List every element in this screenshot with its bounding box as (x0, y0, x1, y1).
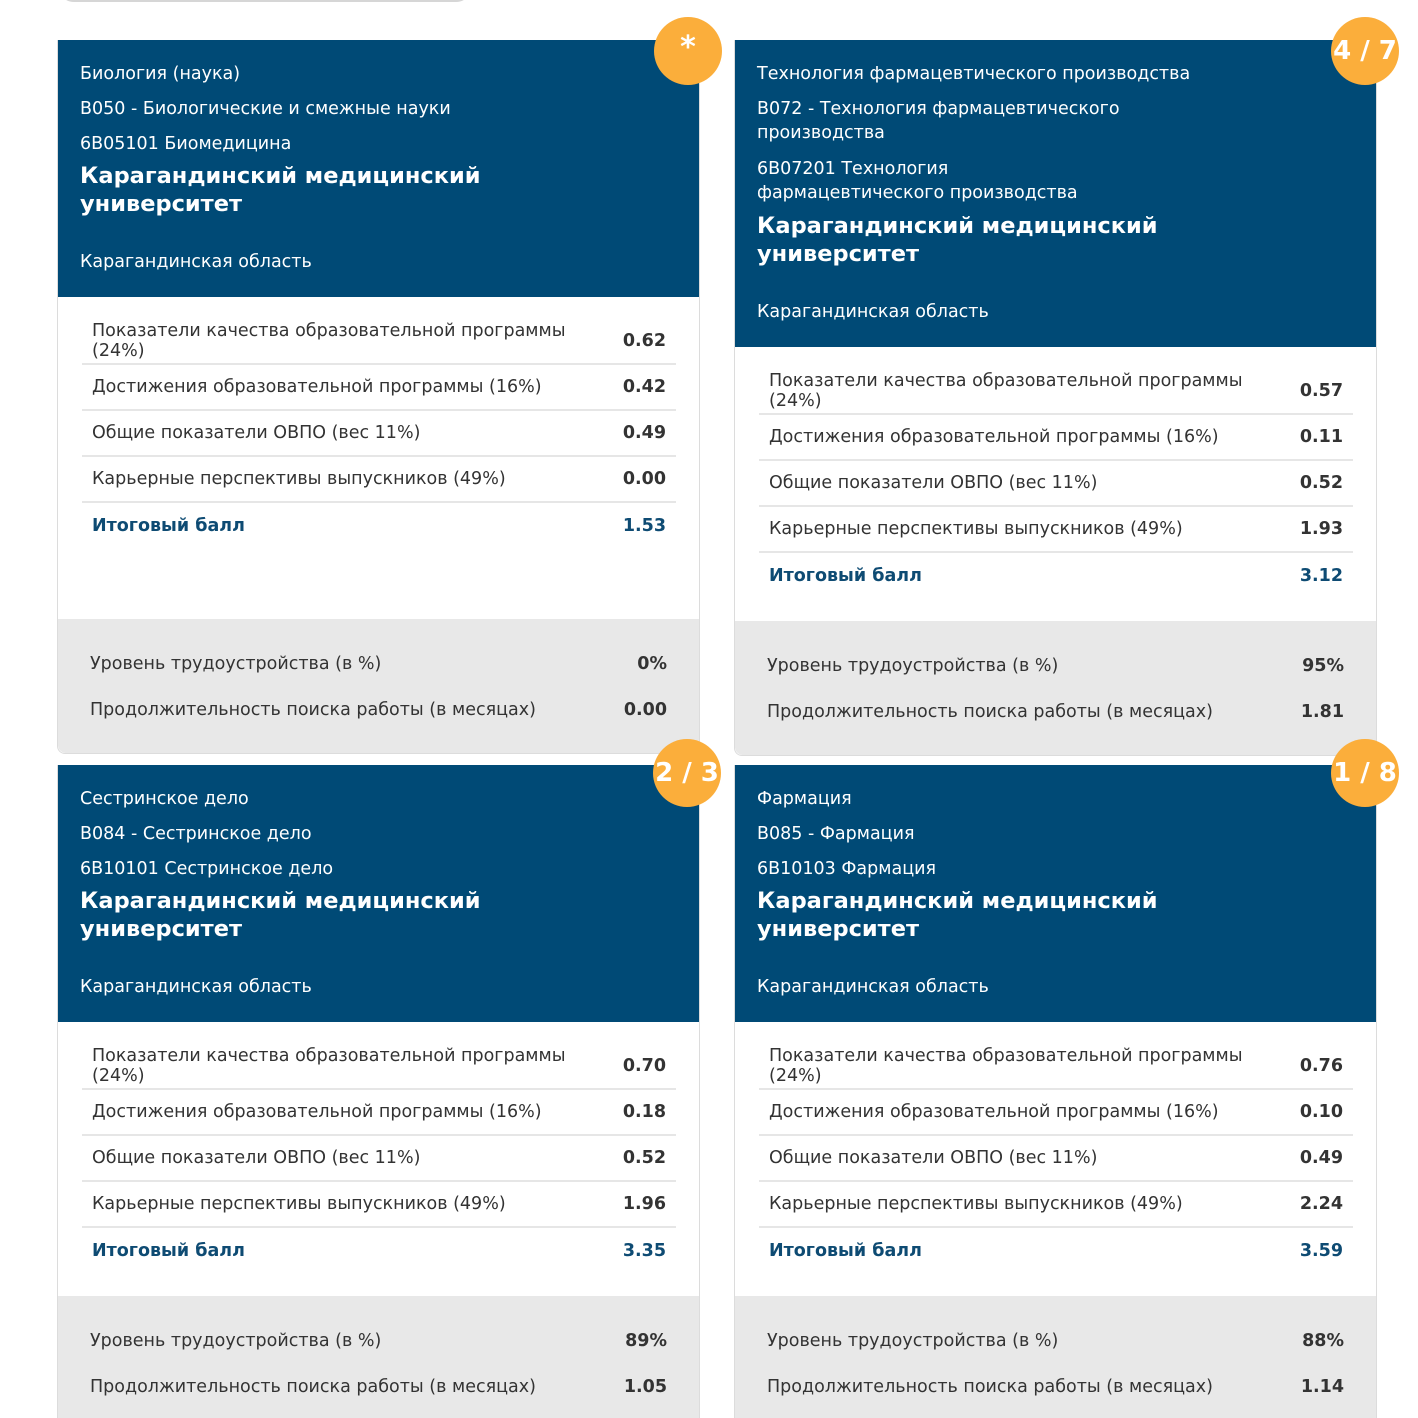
employment-label: Уровень трудоустройства (в %) (90, 654, 382, 674)
program-name: 6B10103 Фармация (757, 859, 937, 879)
rank-badge: 2 / 3 (653, 739, 721, 807)
group-name: B050 - Биологические и смежные науки (80, 99, 451, 119)
score-value: 0.00 (622, 469, 666, 489)
score-value: 0.52 (622, 1148, 666, 1168)
scores-table (58, 297, 699, 619)
score-row (82, 1182, 676, 1228)
score-label: Достижения образовательной программы (16%) (769, 1102, 1219, 1122)
employment-label: Уровень трудоустройства (в %) (767, 656, 1059, 676)
scores-table (735, 1022, 1376, 1296)
total-label: Итоговый балл (92, 516, 245, 536)
score-row (759, 461, 1353, 507)
total-label: Итоговый балл (769, 1241, 922, 1261)
total-value: 3.35 (622, 1241, 666, 1261)
score-value: 0.49 (1299, 1148, 1343, 1168)
rank-badge: 1 / 8 (1331, 739, 1399, 807)
score-label: Достижения образовательной программы (16%) (92, 377, 542, 397)
score-label: Карьерные перспективы выпускников (49%) (769, 1194, 1183, 1214)
employment-row (90, 1318, 667, 1364)
program-card[interactable] (734, 758, 1397, 1418)
employment-row (90, 687, 667, 733)
score-row (82, 1136, 676, 1182)
rank-badge: 4 / 7 (1331, 17, 1399, 85)
score-row (759, 415, 1353, 461)
employment-value: 95% (1302, 656, 1344, 676)
total-score-row (82, 503, 676, 549)
employment-label: Уровень трудоустройства (в %) (767, 1331, 1059, 1351)
score-label: Общие показатели ОВПО (вес 11%) (92, 423, 421, 443)
field-name: Биология (наука) (80, 64, 241, 84)
employment-row (767, 1318, 1344, 1364)
employment-panel (58, 1296, 699, 1418)
score-row (759, 1136, 1353, 1182)
region-name: Карагандинская область (757, 302, 989, 322)
employment-row (767, 1364, 1344, 1410)
employment-label: Продолжительность поиска работы (в месяцах) (767, 1377, 1213, 1397)
score-row (82, 411, 676, 457)
employment-panel (735, 1296, 1376, 1418)
employment-row (767, 689, 1344, 735)
group-name: B085 - Фармация (757, 824, 915, 844)
university-name[interactable]: Карагандинский медицинский университет (757, 888, 1158, 942)
score-value: 0.52 (1299, 473, 1343, 493)
score-label: Достижения образовательной программы (16%) (92, 1102, 542, 1122)
field-name: Сестринское дело (80, 789, 249, 809)
score-label: Карьерные перспективы выпускников (49%) (92, 469, 506, 489)
program-name: 6B07201 Технология фармацевтического производства (757, 159, 1078, 203)
score-value: 0.42 (622, 377, 666, 397)
employment-label: Продолжительность поиска работы (в месяцах) (90, 1377, 536, 1397)
total-score-row (759, 553, 1353, 599)
group-name: B084 - Сестринское дело (80, 824, 312, 844)
employment-label: Уровень трудоустройства (в %) (90, 1331, 382, 1351)
score-row (82, 1044, 676, 1090)
score-row (82, 1090, 676, 1136)
employment-label: Продолжительность поиска работы (в месяцах) (90, 700, 536, 720)
score-value: 2.24 (1299, 1194, 1343, 1214)
employment-value: 1.81 (1300, 702, 1344, 722)
score-value: 0.18 (622, 1102, 666, 1122)
program-card[interactable] (734, 36, 1397, 756)
score-value: 0.10 (1299, 1102, 1343, 1122)
employment-value: 89% (625, 1331, 667, 1351)
card-header (735, 40, 1376, 347)
group-name: B072 - Технология фармацевтического производства (757, 99, 1120, 143)
score-row (759, 1182, 1353, 1228)
score-value: 0.76 (1299, 1056, 1343, 1076)
field-name: Фармация (757, 789, 852, 809)
program-name: 6B05101 Биомедицина (80, 134, 292, 154)
employment-panel (58, 619, 699, 753)
score-value: 1.96 (622, 1194, 666, 1214)
score-label: Общие показатели ОВПО (вес 11%) (92, 1148, 421, 1168)
search-box-edge[interactable] (58, 0, 472, 2)
region-name: Карагандинская область (80, 252, 312, 272)
score-row (759, 369, 1353, 415)
score-label: Общие показатели ОВПО (вес 11%) (769, 1148, 1098, 1168)
score-row (759, 507, 1353, 553)
scores-table (58, 1022, 699, 1296)
employment-row (90, 641, 667, 687)
score-value: 0.62 (622, 331, 666, 351)
region-name: Карагандинская область (757, 977, 989, 997)
employment-value: 0.00 (623, 700, 667, 720)
score-label: Общие показатели ОВПО (вес 11%) (769, 473, 1098, 493)
score-row (82, 365, 676, 411)
total-label: Итоговый балл (769, 566, 922, 586)
score-value: 1.93 (1299, 519, 1343, 539)
score-value: 0.57 (1299, 381, 1343, 401)
card-header (58, 40, 699, 297)
score-row (759, 1044, 1353, 1090)
total-score-row (759, 1228, 1353, 1274)
score-label: Достижения образовательной программы (16%) (769, 427, 1219, 447)
employment-value: 88% (1302, 1331, 1344, 1351)
total-value: 1.53 (622, 516, 666, 536)
score-row (82, 319, 676, 365)
score-label: Карьерные перспективы выпускников (49%) (92, 1194, 506, 1214)
employment-label: Продолжительность поиска работы (в месяцах) (767, 702, 1213, 722)
scores-table (735, 347, 1376, 621)
employment-panel (735, 621, 1376, 755)
total-value: 3.59 (1299, 1241, 1343, 1261)
score-row (82, 457, 676, 503)
employment-value: 1.14 (1300, 1377, 1344, 1397)
university-name[interactable]: Карагандинский медицинский университет (80, 888, 481, 942)
university-name[interactable]: Карагандинский медицинский университет (80, 163, 481, 217)
score-row (759, 1090, 1353, 1136)
rank-badge: * (654, 17, 722, 85)
score-value: 0.49 (622, 423, 666, 443)
score-label: Показатели качества образовательной программы (24%) (92, 321, 566, 361)
total-score-row (82, 1228, 676, 1274)
total-value: 3.12 (1299, 566, 1343, 586)
score-label: Карьерные перспективы выпускников (49%) (769, 519, 1183, 539)
score-value: 0.70 (622, 1056, 666, 1076)
employment-value: 0% (637, 654, 667, 674)
field-name: Технология фармацевтического производства (757, 64, 1191, 84)
region-name: Карагандинская область (80, 977, 312, 997)
total-label: Итоговый балл (92, 1241, 245, 1261)
score-label: Показатели качества образовательной программы (24%) (769, 1046, 1243, 1086)
card-header (58, 765, 699, 1022)
employment-value: 1.05 (623, 1377, 667, 1397)
score-value: 0.11 (1299, 427, 1343, 447)
employment-row (767, 643, 1344, 689)
employment-row (90, 1364, 667, 1410)
program-card[interactable] (57, 758, 719, 1418)
university-name[interactable]: Карагандинский медицинский университет (757, 213, 1158, 267)
program-card[interactable] (57, 29, 700, 754)
score-label: Показатели качества образовательной программы (24%) (92, 1046, 566, 1086)
program-name: 6B10101 Сестринское дело (80, 859, 334, 879)
card-header (735, 765, 1376, 1022)
score-label: Показатели качества образовательной программы (24%) (769, 371, 1243, 411)
